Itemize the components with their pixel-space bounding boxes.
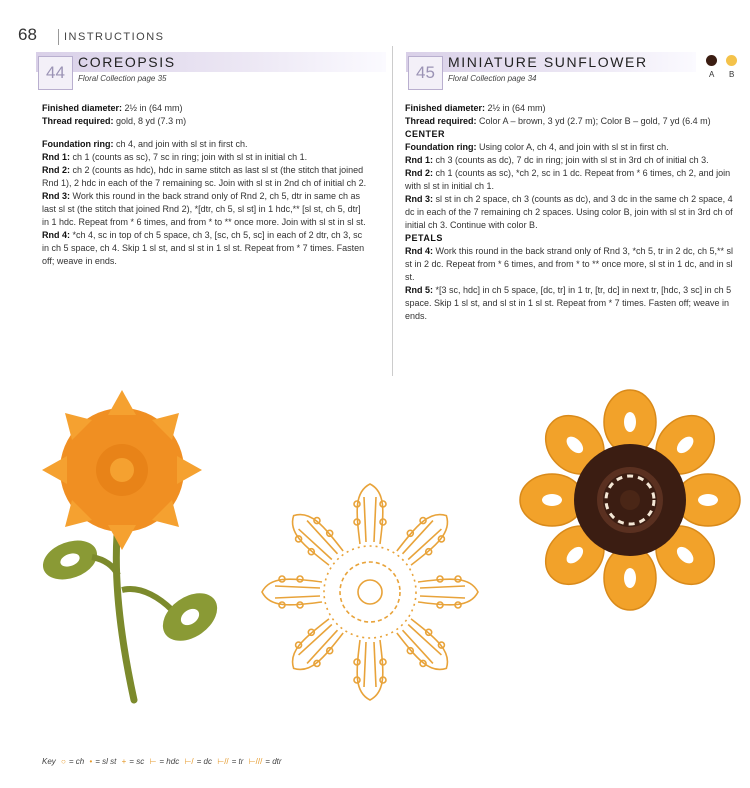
section-title: INSTRUCTIONS [64, 31, 165, 43]
pattern-reference: Floral Collection page 34 [448, 74, 537, 83]
thread-value: gold, 8 yd (7.3 m) [116, 116, 187, 126]
pattern-name: COREOPSIS [78, 54, 176, 70]
color-b-label: B [729, 70, 735, 79]
round-label: Rnd 5: [405, 285, 433, 295]
round-label: Rnd 2: [405, 168, 433, 178]
round-text: ch 3 (counts as dc), 7 dc in ring; join with sl st in 3rd ch of initial ch 3. [435, 155, 709, 165]
sunflower-photo [515, 388, 745, 613]
pattern-number-box: 44 [38, 56, 73, 90]
key-text: = sc [129, 757, 145, 766]
diameter-value: 2½ in (64 mm) [124, 103, 183, 113]
round-text: Work this round in the back strand only of Rnd 2, ch 5, dtr in same ch as last sl st (the stitch that joined Rnd 2), *[dtr, ch 5, sl st] in 1 hdc,** [sl st, ch 5, dtr] in 1 hdc. Repeat from * 6 times, and from * to ** once more. Join with sl st in sl st. [42, 191, 366, 227]
stitch-key [42, 757, 285, 766]
round-text: ch 1 (counts as sc), 7 sc in ring; join with sl st in initial ch 1. [72, 152, 308, 162]
round-label: Foundation ring: [405, 142, 477, 152]
round-label: Rnd 3: [42, 191, 70, 201]
round-label: Foundation ring: [42, 139, 114, 149]
round-text: *[3 sc, hdc] in ch 5 space, [dc, tr] in 1 tr, [tr, dc] in next tr, [hdc, 3 sc] in ch 5 space. Skip 1 sl st, and sl st in 1 sl st. Repeat from * 7 times. Fasten off; weave in ends. [405, 285, 732, 321]
thread-label: Thread required: [42, 116, 114, 126]
treble-symbol-icon: ⊢// [217, 757, 229, 766]
center-heading: CENTER [405, 129, 446, 139]
key-text: = ch [68, 757, 85, 766]
color-a-swatch [706, 55, 717, 66]
color-legend [704, 55, 744, 85]
round-label: Rnd 4: [405, 246, 433, 256]
pattern-44-instructions [42, 102, 370, 268]
diameter-value: 2½ in (64 mm) [487, 103, 546, 113]
slip-stitch-symbol-icon: • [89, 757, 93, 766]
color-b-swatch [726, 55, 737, 66]
key-text: = dc [196, 757, 212, 766]
chain-symbol-icon: ○ [61, 757, 66, 766]
diameter-label: Finished diameter: [42, 103, 123, 113]
petals-heading: PETALS [405, 233, 443, 243]
double-crochet-symbol-icon: ⊢/ [184, 757, 194, 766]
round-text: ch 1 (counts as sc), *ch 2, sc in 1 dc. Repeat from * 6 times, ch 2, and join with sl st in initial ch 1. [405, 168, 731, 191]
key-label: Key [42, 757, 56, 766]
pattern-number-box: 45 [408, 56, 443, 90]
round-text: ch 4, and join with sl st in first ch. [116, 139, 248, 149]
column-divider [392, 46, 393, 376]
round-text: ch 2 (counts as hdc), hdc in same stitch as last sl st (the stitch that joined Rnd 1), 2 hdc in each of the 7 remaining sc. Join with sl st in 2nd ch of initial ch 2. [42, 165, 367, 188]
key-text: = sl st [95, 757, 117, 766]
round-label: Rnd 4: [42, 230, 70, 240]
thread-value: Color A – brown, 3 yd (2.7 m); Color B – gold, 7 yd (6.4 m) [479, 116, 711, 126]
page-number: 68 [18, 25, 37, 44]
half-double-symbol-icon: ⊢ [149, 757, 157, 766]
round-text: sl st in ch 2 space, ch 3 (counts as dc), and 3 dc in the same ch 2 space, 4 dc in each of the 7 remaining ch 2 spaces. Using color B, join with sl st in 3rd ch of initial ch 3. Continue with color B. [405, 194, 733, 230]
key-text: = dtr [265, 757, 282, 766]
round-label: Rnd 2: [42, 165, 70, 175]
crochet-chart [250, 472, 490, 712]
round-text: Using color A, ch 4, and join with sl st in first ch. [479, 142, 669, 152]
pattern-reference: Floral Collection page 35 [78, 74, 167, 83]
single-crochet-symbol-icon: + [121, 757, 127, 766]
round-label: Rnd 1: [405, 155, 433, 165]
pattern-45-header [406, 52, 696, 92]
key-text: = hdc [159, 757, 180, 766]
double-treble-symbol-icon: ⊢/// [248, 757, 263, 766]
round-label: Rnd 3: [405, 194, 433, 204]
thread-label: Thread required: [405, 116, 477, 126]
coreopsis-photo [22, 385, 242, 715]
pattern-44-header [36, 52, 386, 92]
color-a-label: A [709, 70, 715, 79]
header-rule [58, 29, 59, 45]
pattern-45-instructions [405, 102, 733, 323]
round-text: *ch 4, sc in top of ch 5 space, ch 3, [sc, ch 5, sc] in each of 2 dtr, ch 3, sc in ch 5 space, ch 4. Skip 1 sl st, and sl st in 1 sl st. Repeat from * 7 times. Fasten off; weave in ends. [42, 230, 365, 266]
round-text: Work this round in the back strand only of Rnd 3, *ch 5, tr in 2 dc, ch 5,** sl st in 2 dc. Repeat from * 6 times, and from * to ** once more, sl st in 1 dc, and in sl st. [405, 246, 733, 282]
pattern-name: MINIATURE SUNFLOWER [448, 54, 648, 70]
diameter-label: Finished diameter: [405, 103, 486, 113]
key-text: = tr [231, 757, 244, 766]
round-label: Rnd 1: [42, 152, 70, 162]
